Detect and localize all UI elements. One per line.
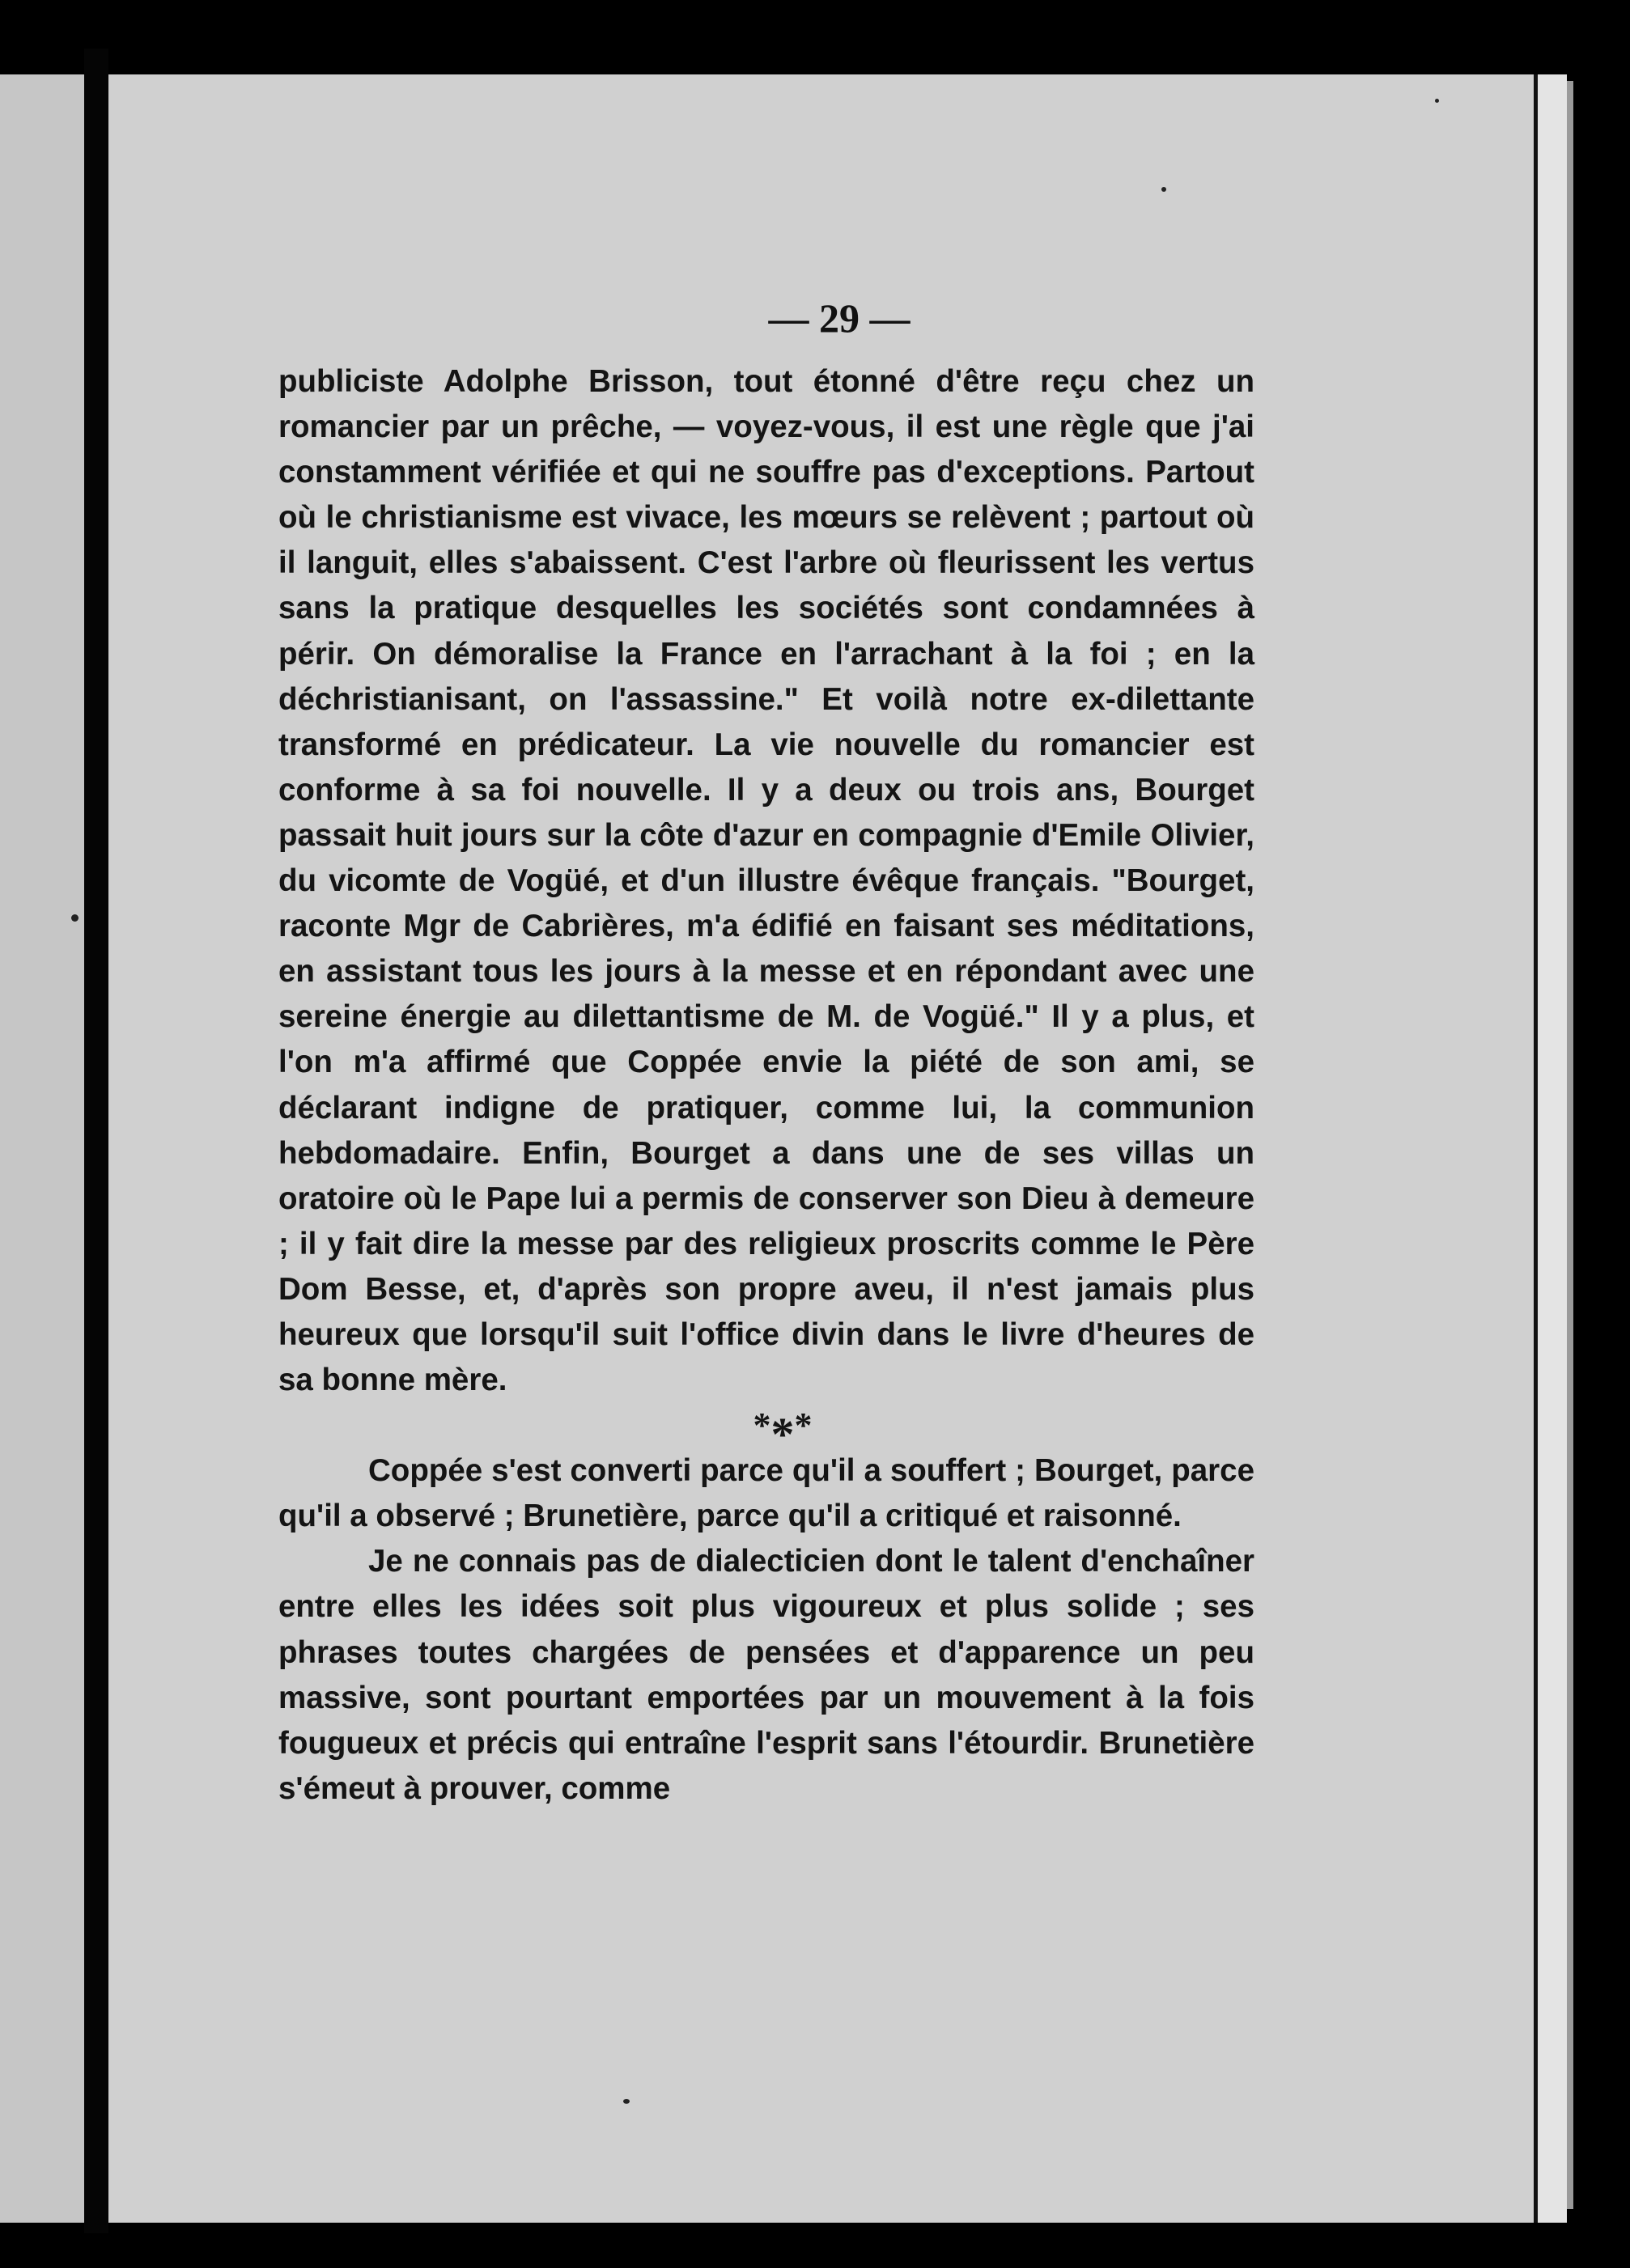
paragraph: Coppée s'est converti parce qu'il a souffert ; Bourget, parce qu'il a observé ; Brunetière, parce qu'il a critiqué et raisonné. — [278, 1453, 1254, 1534]
paragraph-continued: publiciste Adolphe Brisson, tout étonné d'être reçu chez un romancier par un prêche, — voyez-vous, il est une règle que j'ai constamment vérifiée et qui ne souffre pas d'exceptions. Partout où le christianisme est vivace, les mœurs se relèvent ; partout où il languit, elles s'abaissent. C'est l'arbre où fleurissent les vertus sans la pratique desquelles les sociétés sont condamnées à périr. On démoralise la France en l'arrachant à la foi ; en la déchristianisant, on l'assassine." Et voilà notre ex-dilettante transformé en prédicateur. La vie nouvelle du romancier est conforme à sa foi nouvelle. Il y a deux ou trois ans, Bourget passait huit jours sur la côte d'azur en compagnie d'Emile Olivier, du vicomte de Vogüé, et d'un illustre évêque français. "Bourget, raconte Mgr de Cabrières, m'a édifié en faisant ses méditations, en assistant tous les jours à la messe et en répondant avec une sereine énergie au dilettantisme de M. de Vogüé." Il y a plus, et l'on m'a affirmé que Coppée envie la piété de son ami, se déclarant indigne de pratiquer, comme lui, la communion hebdomadaire. Enfin, Bourget a dans une de ses villas un oratoire où le Pape lui a permis de conserver son Dieu à demeure ; il y fait dire la messe par des religieux proscrits comme le Père Dom Besse, et, d'après son propre aveu, il n'est jamais plus heureux que lorsqu'il suit l'office divin dans le livre d'heures de sa bonne mère. — [278, 364, 1254, 1398]
paragraph: Je ne connais pas de dialecticien dont le talent d'enchaîner entre elles les idées soit plus vigoureux et plus solide ; ses phrases toutes chargées de pensées et d'apparence un peu massive, sont pourtant emportées par un mouvement à la fois fougueux et précis qui entraîne l'esprit sans l'étourdir. Brunetière s'émeut à prouver, comme — [278, 1544, 1254, 1806]
previous-page-edge — [0, 74, 84, 2223]
scan-speck — [71, 914, 79, 922]
page-gutter — [84, 49, 108, 2233]
page-body — [278, 359, 1254, 1812]
scan-speck — [1435, 99, 1439, 103]
page-stack-edge — [1567, 81, 1573, 2209]
scan-speck — [1161, 187, 1166, 192]
page-right-edge — [1534, 74, 1567, 2223]
scan-speck — [623, 2099, 630, 2104]
section-separator-asterism: *** — [753, 1405, 813, 1461]
page-number: — 29 — — [768, 295, 911, 341]
